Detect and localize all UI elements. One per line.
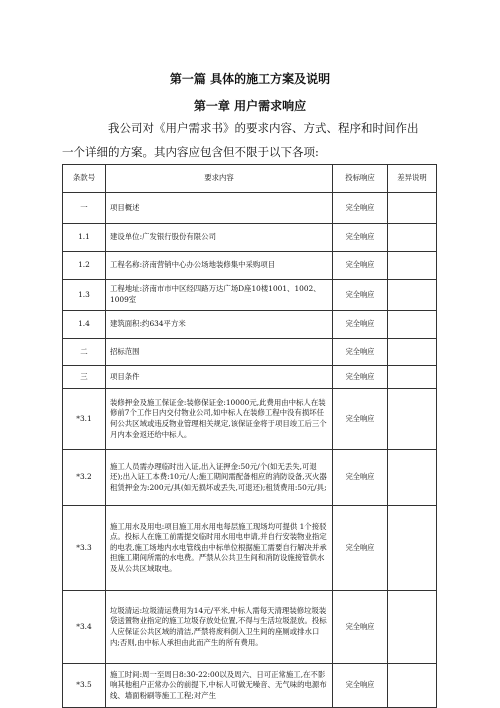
response-text: 完全响应	[333, 252, 388, 280]
header-difference: 差异说明	[388, 165, 437, 193]
difference-text	[388, 339, 437, 366]
response-text: 完全响应	[333, 450, 388, 506]
clause-no: 二	[63, 339, 106, 366]
requirement-text: 垃圾清运:垃圾清运费用为14元/平米,中标人需每天清理装修垃圾装袋送置物业指定的施工垃圾存放处位置,不得与生活垃圾混放。投标人应保证公共区域的清洁,严禁将废料倒入卫生间的座厕或排水口内;否则,由中标人承担由此而产生的所有费用。	[106, 591, 333, 664]
table-header-row	[63, 165, 437, 193]
response-text: 完全响应	[333, 591, 388, 664]
table-row	[63, 224, 437, 252]
clause-no: *3.5	[63, 664, 106, 708]
header-clause-no: 条款号	[63, 165, 106, 193]
requirement-text: 装修押金及施工保证金:装修保证金:10000元,此费用由中标人在装修前7个工作日内交付物业公司,如中标人在装修工程中没有损坏任何公共区域或违反物业管理相关规定,该保证金将于项目竣工后三个月内本金返还给中标人。	[106, 389, 333, 450]
response-text: 完全响应	[333, 339, 388, 366]
requirement-text: 施工人员需办理临时出入证,出入证押金:50元/个(如无丢失,可退还);出入证工本费:10元/人;施工期间需配备相应的消防设备,灭火器租赁押金为:200元/具(如无损坏或丢失,可退还);租赁费用:50元/具;	[106, 450, 333, 506]
difference-text	[388, 664, 437, 708]
table-row	[63, 252, 437, 280]
table-row	[63, 664, 437, 708]
table-row	[63, 280, 437, 311]
table-row	[63, 311, 437, 339]
clause-no: *3.4	[63, 591, 106, 664]
table-row	[63, 450, 437, 506]
response-text: 完全响应	[333, 224, 388, 252]
clause-no: 1.1	[63, 224, 106, 252]
clause-no: *3.2	[63, 450, 106, 506]
header-requirement: 要求内容	[106, 165, 333, 193]
clause-no: *3.3	[63, 506, 106, 591]
response-text: 完全响应	[333, 389, 388, 450]
difference-text	[388, 252, 437, 280]
response-text: 完全响应	[333, 664, 388, 708]
clause-no: 1.3	[63, 280, 106, 311]
difference-text	[388, 450, 437, 506]
requirement-text: 施工用水及用电:项目施工用水用电每层施工现场均可提供 1个接驳点。投标人在施工前需提交临时用水用电申请,并自行安装物业指定的电表,施工场地内水电管线由中标单位根据施工需要自行解决并承担施工期间所需的水电费。严禁从公共卫生间和消防设施接管供水及从公共区域取电。	[106, 506, 333, 591]
requirement-text: 建设单位:广发银行股份有限公司	[106, 224, 333, 252]
table-row	[63, 339, 437, 366]
intro-text-1: 我公司对《用户需求书》的要求内容、方式、程序和时间作出	[108, 121, 419, 135]
difference-text	[388, 389, 437, 450]
response-text: 完全响应	[333, 506, 388, 591]
difference-text	[388, 366, 437, 389]
difference-text	[388, 224, 437, 252]
requirement-text: 工程地址:济南市市中区经四路万达广场D座10楼1001、1002、1009室	[106, 280, 333, 311]
intro-paragraph-line2: 一个详细的方案。其内容应包含但不限于以下各项:	[62, 145, 319, 159]
difference-text	[388, 311, 437, 339]
requirement-text: 工程名称:济南营销中心办公场地装修集中采购项目	[106, 252, 333, 280]
part-title: 第一篇 具体的施工方案及说明	[169, 72, 331, 86]
table-row	[63, 389, 437, 450]
requirement-text: 项目条件	[106, 366, 333, 389]
difference-text	[388, 591, 437, 664]
response-text: 完全响应	[333, 366, 388, 389]
response-text: 完全响应	[333, 193, 388, 224]
clause-no: *3.1	[63, 389, 106, 450]
difference-text	[388, 193, 437, 224]
difference-text	[388, 506, 437, 591]
clause-no: 1.2	[63, 252, 106, 280]
table-row	[63, 591, 437, 664]
requirement-text: 招标范围	[106, 339, 333, 366]
response-text: 完全响应	[333, 311, 388, 339]
header-response: 投标响应	[333, 165, 388, 193]
chapter-title: 第一章 用户需求响应	[193, 99, 307, 113]
table-row	[63, 506, 437, 591]
intro-paragraph-line1	[62, 116, 432, 140]
requirement-text: 项目概述	[106, 193, 333, 224]
clause-no: 1.4	[63, 311, 106, 339]
difference-text	[388, 280, 437, 311]
requirement-text: 施工时间:周一至周日8:30-22:00以及周六、日可正常施工,在不影响其他租户正常办公的前提下,中标人可做无噪音、无气味的电源布线、墙面粉刷等施工工程;对产生	[106, 664, 333, 708]
clause-no: 三	[63, 366, 106, 389]
response-text: 完全响应	[333, 280, 388, 311]
clause-no: 一	[63, 193, 106, 224]
requirement-text: 建筑面积:约634平方米	[106, 311, 333, 339]
table-row	[63, 193, 437, 224]
requirements-table	[62, 164, 437, 708]
table-row	[63, 366, 437, 389]
